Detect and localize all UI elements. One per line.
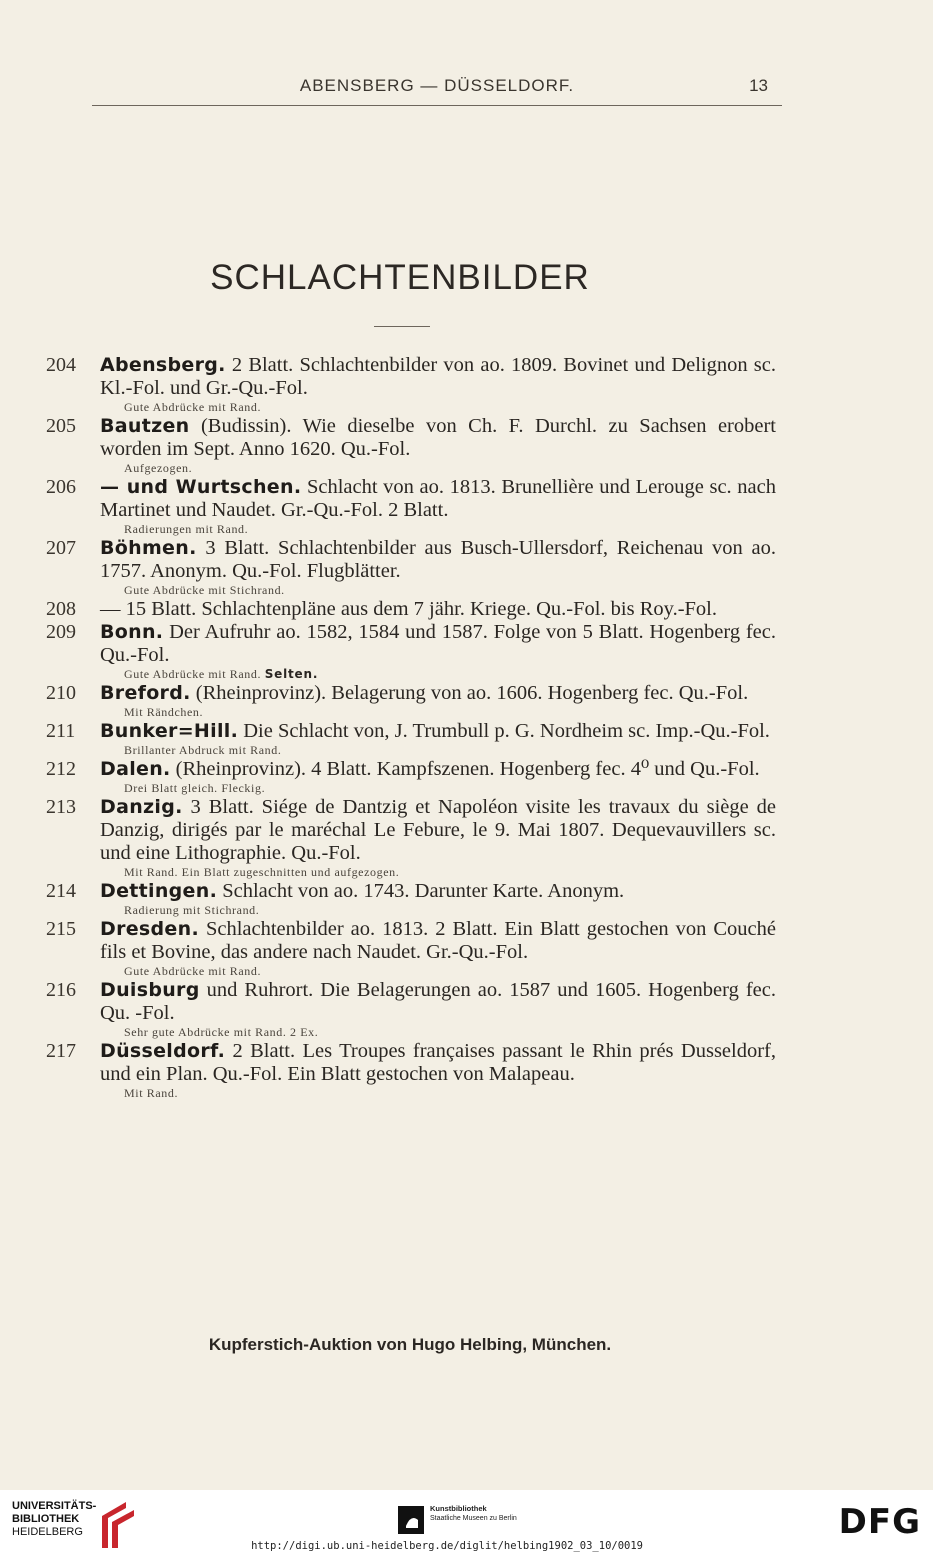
entry-number: 205 [46, 415, 76, 437]
condition-note-text: Gute Abdrücke mit Rand. [124, 964, 262, 978]
entry-condition-note [100, 963, 776, 979]
catalog-entry [46, 621, 776, 682]
entry-text [100, 354, 776, 400]
entry-description: Die Schlacht von, J. Trumbull p. G. Nordheim sc. Imp.-Qu.-Fol. [238, 720, 770, 742]
condition-note-text: Radierung mit Stichrand. [124, 903, 260, 917]
catalog-entry [46, 537, 776, 598]
entry-text [100, 979, 776, 1025]
page-number: 13 [749, 76, 768, 95]
condition-note-text: Gute Abdrücke mit Rand. [124, 667, 265, 681]
ub-line3: HEIDELBERG [12, 1526, 83, 1538]
catalog-entry [46, 918, 776, 979]
entry-keyword: Dettingen. [100, 880, 218, 902]
entry-condition-note [100, 582, 776, 598]
page-footer: Kupferstich-Auktion von Hugo Helbing, München. [208, 1335, 612, 1354]
condition-note-text: Brillanter Abdruck mit Rand. [124, 743, 282, 757]
entry-text [100, 598, 776, 621]
entry-number: 206 [46, 476, 76, 498]
entry-text [100, 415, 776, 461]
entry-keyword: Düsseldorf. [100, 1040, 226, 1062]
entry-number: 207 [46, 537, 76, 559]
title-divider [374, 326, 430, 327]
entry-condition-note [100, 1024, 776, 1040]
entry-text [100, 537, 776, 583]
entry-description: 2 Blatt. Les Troupes françaises passant le Rhin prés Dusseldorf, und ein Plan. Qu.-Fol. Ein Blatt gestochen von Malapeau. [100, 1040, 776, 1085]
entry-keyword: Bonn. [100, 621, 164, 643]
entry-text [100, 621, 776, 667]
catalog-entry [46, 720, 776, 758]
permalink-url[interactable]: http://digi.ub.uni-heidelberg.de/diglit/helbing1902_03_10/0019 [251, 1540, 643, 1552]
entry-keyword: Bautzen [100, 415, 190, 437]
running-head-title: ABENSBERG — DÜSSELDORF. [299, 76, 575, 95]
entry-number: 214 [46, 880, 76, 902]
kb-line2: Staatliche Museen zu Berlin [430, 1515, 517, 1522]
condition-note-text: Radierungen mit Rand. [124, 522, 249, 536]
entry-text [100, 720, 776, 743]
rarity-mark: Selten. [264, 667, 319, 681]
entry-condition-note [100, 704, 776, 720]
catalog-entry [46, 979, 776, 1040]
condition-note-text: Mit Rändchen. [124, 705, 204, 719]
condition-note-text: Aufgezogen. [124, 461, 193, 475]
entry-number: 217 [46, 1040, 76, 1062]
entry-description: 2 Blatt. Schlachtenbilder von ao. 1809. Bovinet und Delignon sc. Kl.-Fol. und Gr.-Qu.-Fol. [100, 354, 776, 399]
entry-text [100, 758, 776, 781]
entry-description: Schlacht von ao. 1743. Darunter Karte. Anonym. [217, 880, 625, 902]
entry-text [100, 880, 776, 903]
entry-text [100, 796, 776, 865]
kb-line1: Kunstbibliothek [430, 1504, 487, 1513]
entry-condition-note [100, 460, 776, 476]
entry-description: Schlacht von ao. 1813. Brunellière und Lerouge sc. nach Martinet und Naudet. Gr.-Qu.-Fol. 2 Blatt. [100, 476, 776, 521]
entry-description: Der Aufruhr ao. 1582, 1584 und 1587. Folge von 5 Blatt. Hogenberg fec. Qu.-Fol. [100, 621, 776, 666]
entry-condition-note [100, 1085, 776, 1101]
running-head [92, 76, 782, 102]
entry-number: 209 [46, 621, 76, 643]
entry-keyword: Dresden. [100, 918, 199, 940]
entry-number: 210 [46, 682, 76, 704]
entry-keyword: Abensberg. [100, 354, 226, 376]
catalog-entry [46, 880, 776, 918]
entry-description: und Ruhrort. Die Belagerungen ao. 1587 und 1605. Hogenberg fec. Qu. -Fol. [100, 979, 776, 1024]
entry-keyword: Duisburg [100, 979, 200, 1001]
entry-text [100, 476, 776, 522]
entry-keyword: Breford. [100, 682, 191, 704]
entry-condition-note [100, 399, 776, 415]
entry-description: 3 Blatt. Schlachtenbilder aus Busch-Ullersdorf, Reichenau von ao. 1757. Anonym. Qu.-Fol. Flugblätter. [100, 537, 776, 582]
entry-text [100, 918, 776, 964]
entry-keyword: Dalen. [100, 758, 171, 780]
condition-note-text: Drei Blatt gleich. Fleckig. [124, 781, 266, 795]
entry-number: 204 [46, 354, 76, 376]
dfg-logo[interactable]: DFG [838, 1502, 921, 1542]
catalog-entries [46, 354, 776, 1101]
entry-number: 212 [46, 758, 76, 780]
entry-condition-note [100, 902, 776, 918]
catalog-entry [46, 1040, 776, 1101]
entry-number: 211 [46, 720, 76, 742]
entry-number: 213 [46, 796, 76, 818]
entry-keyword: Danzig. [100, 796, 183, 818]
section-title: SCHLACHTENBILDER [210, 258, 590, 297]
entry-number: 215 [46, 918, 76, 940]
catalog-entry [46, 796, 776, 880]
catalog-entry [46, 415, 776, 476]
entry-number: 216 [46, 979, 76, 1001]
entry-description: — 15 Blatt. Schlachtenpläne aus dem 7 jähr. Kriege. Qu.-Fol. bis Roy.-Fol. [100, 598, 717, 620]
header-divider [92, 105, 782, 106]
entry-description: Schlachtenbilder ao. 1813. 2 Blatt. Ein Blatt gestochen von Couché fils et Bovine, das andere nach Naudet. Gr.-Qu.-Fol. [100, 918, 776, 963]
ub-line2: BIBLIOTHEK [12, 1513, 80, 1525]
entry-condition-note [100, 666, 776, 682]
catalog-entry [46, 354, 776, 415]
condition-note-text: Sehr gute Abdrücke mit Rand. 2 Ex. [124, 1025, 319, 1039]
catalog-entry [46, 682, 776, 720]
entry-description: 3 Blatt. Siége de Dantzig et Napoléon visite les travaux du siège de Danzig, dirigés par le maréchal Le Febure, le 9. Mai 1807. Dequevauvillers sc. und eine Lithographie. Qu.-Fol. [100, 796, 776, 864]
catalog-entry [46, 758, 776, 796]
entry-condition-note [100, 780, 776, 796]
kunstbibliothek-emblem-icon [398, 1506, 424, 1534]
condition-note-text: Gute Abdrücke mit Stichrand. [124, 583, 285, 597]
entry-condition-note [100, 864, 776, 880]
entry-condition-note [100, 742, 776, 758]
entry-keyword: — und Wurtschen. [100, 476, 302, 498]
entry-text [100, 1040, 776, 1086]
entry-number: 208 [46, 598, 76, 620]
catalog-entry [46, 476, 776, 537]
entry-description: (Rheinprovinz). 4 Blatt. Kampfszenen. Hogenberg fec. 4⁰ und Qu.-Fol. [170, 758, 760, 780]
ub-line1: UNIVERSITÄTS- [12, 1500, 97, 1512]
kunstbibliothek-logo[interactable] [398, 1504, 558, 1540]
condition-note-text: Gute Abdrücke mit Rand. [124, 400, 262, 414]
entry-condition-note [100, 521, 776, 537]
condition-note-text: Mit Rand. [124, 1086, 179, 1100]
entry-text [100, 682, 776, 705]
condition-note-text: Mit Rand. Ein Blatt zugeschnitten und aufgezogen. [124, 865, 400, 879]
entry-keyword: Bunker=Hill. [100, 720, 239, 742]
entry-description: (Budissin). Wie dieselbe von Ch. F. Durchl. zu Sachsen erobert worden im Sept. Anno 1620. Qu.-Fol. [100, 415, 776, 460]
catalog-entry [46, 598, 776, 621]
entry-keyword: Böhmen. [100, 537, 197, 559]
entry-description: (Rheinprovinz). Belagerung von ao. 1606. Hogenberg fec. Qu.-Fol. [190, 682, 749, 704]
